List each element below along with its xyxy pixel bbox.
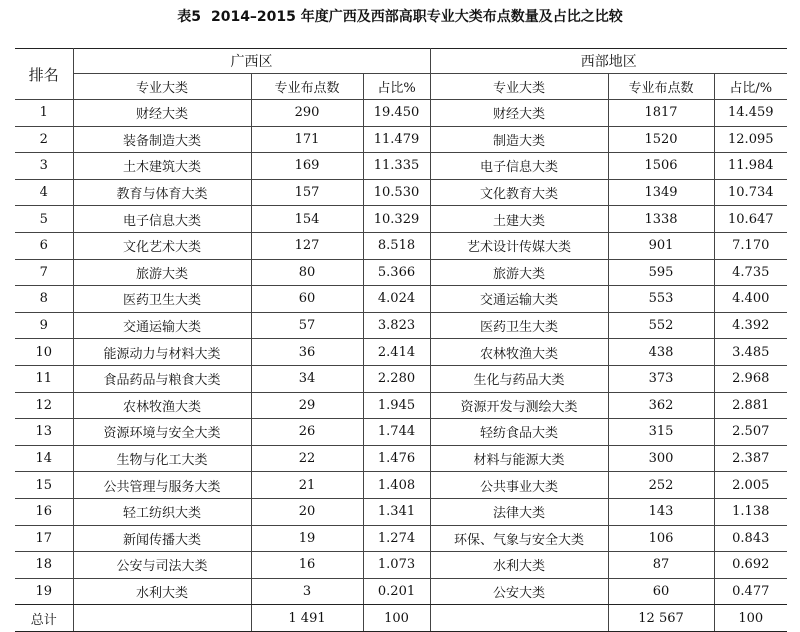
w-count-cell: 901 xyxy=(608,232,714,259)
gx-ratio-header: 占比% xyxy=(363,74,430,100)
w-ratio-cell: 10.647 xyxy=(714,206,787,233)
comparison-table xyxy=(15,48,787,632)
gx-ratio-cell: 5.366 xyxy=(363,259,430,286)
west-header: 西部地区 xyxy=(430,49,787,74)
table-row xyxy=(15,153,787,180)
w-count-cell: 106 xyxy=(608,525,714,552)
rank-cell: 6 xyxy=(15,232,73,259)
w-count-cell: 252 xyxy=(608,472,714,499)
rank-cell: 5 xyxy=(15,206,73,233)
gx-count-cell: 29 xyxy=(251,392,363,419)
table-row xyxy=(15,498,787,525)
table-row xyxy=(15,179,787,206)
gx-count-cell: 3 xyxy=(251,578,363,605)
gx-major-cell: 医药卫生大类 xyxy=(73,286,251,313)
gx-count-cell: 21 xyxy=(251,472,363,499)
w-ratio-cell: 2.005 xyxy=(714,472,787,499)
w-major-cell: 财经大类 xyxy=(430,100,608,127)
w-ratio-cell: 1.138 xyxy=(714,498,787,525)
rank-cell: 14 xyxy=(15,445,73,472)
gx-ratio-cell: 19.450 xyxy=(363,100,430,127)
rank-cell: 8 xyxy=(15,286,73,313)
w-ratio-cell: 0.477 xyxy=(714,578,787,605)
w-major-header: 专业大类 xyxy=(430,74,608,100)
w-count-cell: 595 xyxy=(608,259,714,286)
gx-major-cell: 生物与化工大类 xyxy=(73,445,251,472)
gx-ratio-cell: 10.530 xyxy=(363,179,430,206)
rank-cell: 7 xyxy=(15,259,73,286)
rank-cell: 12 xyxy=(15,392,73,419)
rank-cell: 13 xyxy=(15,419,73,446)
table-row xyxy=(15,578,787,605)
gx-major-header: 专业大类 xyxy=(73,74,251,100)
gx-ratio-cell: 8.518 xyxy=(363,232,430,259)
gx-count-cell: 36 xyxy=(251,339,363,366)
table-row xyxy=(15,259,787,286)
w-ratio-cell: 2.387 xyxy=(714,445,787,472)
rank-cell: 17 xyxy=(15,525,73,552)
rank-cell: 4 xyxy=(15,179,73,206)
gx-count-cell: 290 xyxy=(251,100,363,127)
w-count-cell: 1520 xyxy=(608,126,714,153)
w-major-cell: 土建大类 xyxy=(430,206,608,233)
gx-major-cell: 农林牧渔大类 xyxy=(73,392,251,419)
gx-major-cell: 轻工纺织大类 xyxy=(73,498,251,525)
w-ratio-cell: 7.170 xyxy=(714,232,787,259)
w-ratio-cell: 0.692 xyxy=(714,552,787,579)
gx-count-cell: 157 xyxy=(251,179,363,206)
rank-cell: 18 xyxy=(15,552,73,579)
w-count-header: 专业布点数 xyxy=(608,74,714,100)
gx-count-cell: 169 xyxy=(251,153,363,180)
gx-ratio-cell: 0.201 xyxy=(363,578,430,605)
rank-cell: 10 xyxy=(15,339,73,366)
w-ratio-cell: 11.984 xyxy=(714,153,787,180)
gx-ratio-cell: 11.479 xyxy=(363,126,430,153)
w-major-cell: 电子信息大类 xyxy=(430,153,608,180)
table-row xyxy=(15,339,787,366)
table-row xyxy=(15,472,787,499)
table-row xyxy=(15,365,787,392)
total-w-count: 12 567 xyxy=(608,605,714,632)
gx-ratio-cell: 1.945 xyxy=(363,392,430,419)
w-major-cell: 农林牧渔大类 xyxy=(430,339,608,366)
table-row xyxy=(15,525,787,552)
table-row xyxy=(15,286,787,313)
table-row xyxy=(15,232,787,259)
gx-major-cell: 电子信息大类 xyxy=(73,206,251,233)
w-count-cell: 315 xyxy=(608,419,714,446)
gx-major-cell: 装备制造大类 xyxy=(73,126,251,153)
table-row xyxy=(15,392,787,419)
w-major-cell: 旅游大类 xyxy=(430,259,608,286)
gx-major-cell: 交通运输大类 xyxy=(73,312,251,339)
table-caption xyxy=(0,6,800,26)
w-major-cell: 材料与能源大类 xyxy=(430,445,608,472)
total-w-major xyxy=(430,605,608,632)
gx-count-cell: 16 xyxy=(251,552,363,579)
gx-major-cell: 文化艺术大类 xyxy=(73,232,251,259)
w-count-cell: 553 xyxy=(608,286,714,313)
rank-cell: 9 xyxy=(15,312,73,339)
w-count-cell: 300 xyxy=(608,445,714,472)
w-count-cell: 552 xyxy=(608,312,714,339)
gx-major-cell: 水利大类 xyxy=(73,578,251,605)
w-ratio-cell: 2.881 xyxy=(714,392,787,419)
gx-count-cell: 26 xyxy=(251,419,363,446)
w-ratio-cell: 4.392 xyxy=(714,312,787,339)
table-row xyxy=(15,206,787,233)
w-ratio-cell: 2.507 xyxy=(714,419,787,446)
gx-ratio-cell: 1.274 xyxy=(363,525,430,552)
rank-cell: 11 xyxy=(15,365,73,392)
header-row-2 xyxy=(15,74,787,100)
w-ratio-header: 占比/% xyxy=(714,74,787,100)
gx-ratio-cell: 1.744 xyxy=(363,419,430,446)
w-count-cell: 1506 xyxy=(608,153,714,180)
table-row xyxy=(15,312,787,339)
w-ratio-cell: 4.400 xyxy=(714,286,787,313)
total-row xyxy=(15,605,787,632)
gx-ratio-cell: 1.073 xyxy=(363,552,430,579)
table-body xyxy=(15,100,787,605)
w-major-cell: 法律大类 xyxy=(430,498,608,525)
w-count-cell: 1338 xyxy=(608,206,714,233)
gx-count-cell: 19 xyxy=(251,525,363,552)
w-major-cell: 交通运输大类 xyxy=(430,286,608,313)
gx-ratio-cell: 4.024 xyxy=(363,286,430,313)
rank-cell: 1 xyxy=(15,100,73,127)
gx-count-cell: 80 xyxy=(251,259,363,286)
w-ratio-cell: 14.459 xyxy=(714,100,787,127)
table-row xyxy=(15,419,787,446)
gx-ratio-cell: 2.414 xyxy=(363,339,430,366)
w-major-cell: 资源开发与测绘大类 xyxy=(430,392,608,419)
w-count-cell: 87 xyxy=(608,552,714,579)
gx-major-cell: 旅游大类 xyxy=(73,259,251,286)
w-major-cell: 环保、气象与安全大类 xyxy=(430,525,608,552)
total-label: 总计 xyxy=(15,605,73,632)
w-major-cell: 公共事业大类 xyxy=(430,472,608,499)
gx-major-cell: 教育与体育大类 xyxy=(73,179,251,206)
gx-ratio-cell: 10.329 xyxy=(363,206,430,233)
w-major-cell: 制造大类 xyxy=(430,126,608,153)
gx-count-cell: 34 xyxy=(251,365,363,392)
w-major-cell: 公安大类 xyxy=(430,578,608,605)
w-count-cell: 60 xyxy=(608,578,714,605)
total-gx-count: 1 491 xyxy=(251,605,363,632)
w-major-cell: 水利大类 xyxy=(430,552,608,579)
total-gx-major xyxy=(73,605,251,632)
w-major-cell: 艺术设计传媒大类 xyxy=(430,232,608,259)
w-count-cell: 1349 xyxy=(608,179,714,206)
w-major-cell: 轻纺食品大类 xyxy=(430,419,608,446)
w-major-cell: 医药卫生大类 xyxy=(430,312,608,339)
w-ratio-cell: 3.485 xyxy=(714,339,787,366)
gx-major-cell: 资源环境与安全大类 xyxy=(73,419,251,446)
gx-major-cell: 食品药品与粮食大类 xyxy=(73,365,251,392)
gx-count-cell: 154 xyxy=(251,206,363,233)
w-major-cell: 生化与药品大类 xyxy=(430,365,608,392)
w-ratio-cell: 12.095 xyxy=(714,126,787,153)
gx-major-cell: 能源动力与材料大类 xyxy=(73,339,251,366)
gx-major-cell: 土木建筑大类 xyxy=(73,153,251,180)
gx-ratio-cell: 2.280 xyxy=(363,365,430,392)
gx-major-cell: 公共管理与服务大类 xyxy=(73,472,251,499)
w-ratio-cell: 0.843 xyxy=(714,525,787,552)
rank-cell: 2 xyxy=(15,126,73,153)
w-count-cell: 362 xyxy=(608,392,714,419)
gx-ratio-cell: 1.408 xyxy=(363,472,430,499)
gx-ratio-cell: 11.335 xyxy=(363,153,430,180)
gx-major-cell: 财经大类 xyxy=(73,100,251,127)
table-row xyxy=(15,100,787,127)
gx-count-cell: 57 xyxy=(251,312,363,339)
rank-header: 排名 xyxy=(15,49,73,100)
table-row xyxy=(15,445,787,472)
guangxi-header: 广西区 xyxy=(73,49,430,74)
table-row xyxy=(15,126,787,153)
rank-cell: 3 xyxy=(15,153,73,180)
gx-ratio-cell: 3.823 xyxy=(363,312,430,339)
gx-count-cell: 22 xyxy=(251,445,363,472)
w-count-cell: 1817 xyxy=(608,100,714,127)
gx-count-cell: 127 xyxy=(251,232,363,259)
table-row xyxy=(15,552,787,579)
w-ratio-cell: 2.968 xyxy=(714,365,787,392)
w-ratio-cell: 10.734 xyxy=(714,179,787,206)
gx-major-cell: 公安与司法大类 xyxy=(73,552,251,579)
header-row-1 xyxy=(15,49,787,74)
w-count-cell: 438 xyxy=(608,339,714,366)
w-count-cell: 373 xyxy=(608,365,714,392)
caption-label: 表5 xyxy=(177,9,201,25)
gx-count-cell: 60 xyxy=(251,286,363,313)
caption-title: 2014–2015 年度广西及西部高职专业大类布点数量及占比之比较 xyxy=(210,9,623,25)
gx-count-header: 专业布点数 xyxy=(251,74,363,100)
w-major-cell: 文化教育大类 xyxy=(430,179,608,206)
gx-count-cell: 171 xyxy=(251,126,363,153)
rank-cell: 16 xyxy=(15,498,73,525)
w-count-cell: 143 xyxy=(608,498,714,525)
rank-cell: 19 xyxy=(15,578,73,605)
gx-major-cell: 新闻传播大类 xyxy=(73,525,251,552)
w-ratio-cell: 4.735 xyxy=(714,259,787,286)
total-w-ratio: 100 xyxy=(714,605,787,632)
total-gx-ratio: 100 xyxy=(363,605,430,632)
gx-ratio-cell: 1.341 xyxy=(363,498,430,525)
gx-count-cell: 20 xyxy=(251,498,363,525)
gx-ratio-cell: 1.476 xyxy=(363,445,430,472)
rank-cell: 15 xyxy=(15,472,73,499)
